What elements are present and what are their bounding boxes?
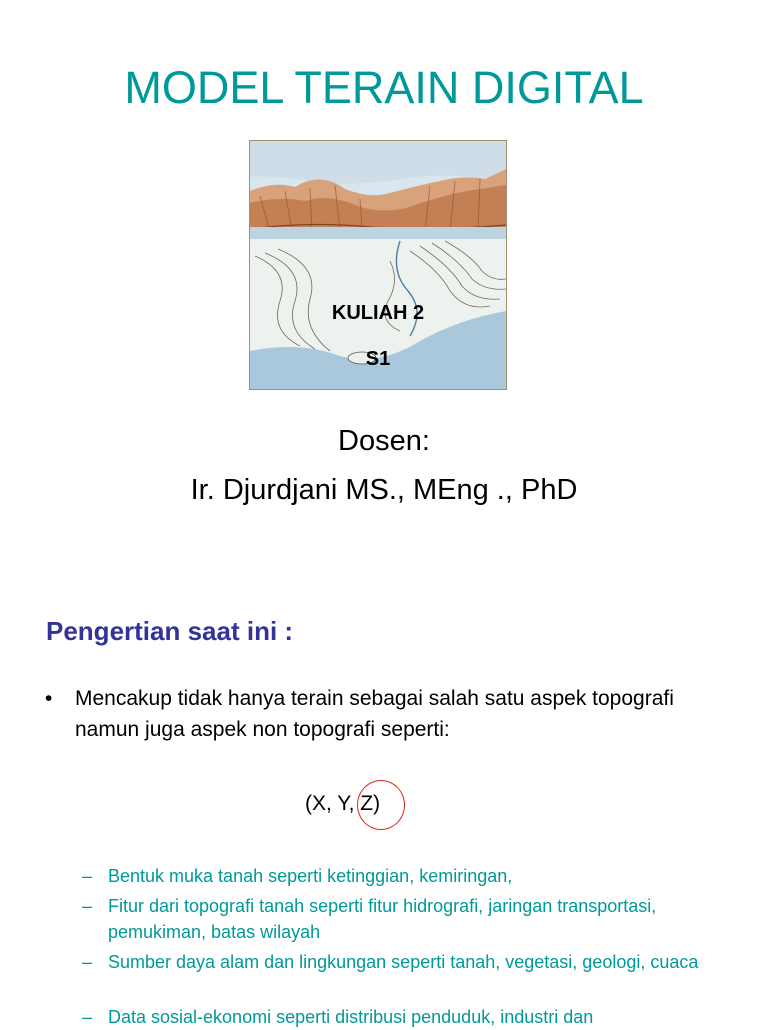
list-item-text: Data sosial-ekonomi seperti distribusi penduduk, industri dan (108, 1007, 594, 1027)
slide-title-heading: MODEL TERAIN DIGITAL (124, 62, 644, 113)
lecturer-name: Ir. Djurdjani MS., MEng ., PhD (190, 474, 578, 506)
slide-subtitle: Pengertian saat ini : (46, 616, 294, 646)
dash-marker: – (82, 952, 93, 972)
program-level: S1 (365, 348, 391, 370)
bullet-text: Mencakup tidak hanya terain sebagai salah satu aspek topografi namun juga aspek non topografi seperti: (75, 687, 674, 741)
list-item-text: Fitur dari topografi tanah seperti fitur hidrografi, jaringan transportasi, pemukiman, batas wilayah (108, 896, 657, 942)
list-item-text: Sumber daya alam dan lingkungan seperti tanah, vegetasi, geologi, cuaca (108, 952, 699, 972)
lecturer-label: Dosen: (338, 425, 430, 457)
lecture-number: KULIAH 2 (331, 302, 425, 324)
cover-illustration (249, 140, 507, 390)
bullet-marker: • (45, 687, 53, 710)
dash-marker: – (82, 866, 93, 886)
dash-marker: – (82, 1007, 93, 1027)
list-item-text: Bentuk muka tanah seperti ketinggian, kemiringan, (108, 866, 513, 886)
coordinate-formula: (X, Y, Z) (305, 792, 381, 815)
z-highlight-circle (357, 780, 405, 830)
dash-marker: – (82, 896, 93, 916)
